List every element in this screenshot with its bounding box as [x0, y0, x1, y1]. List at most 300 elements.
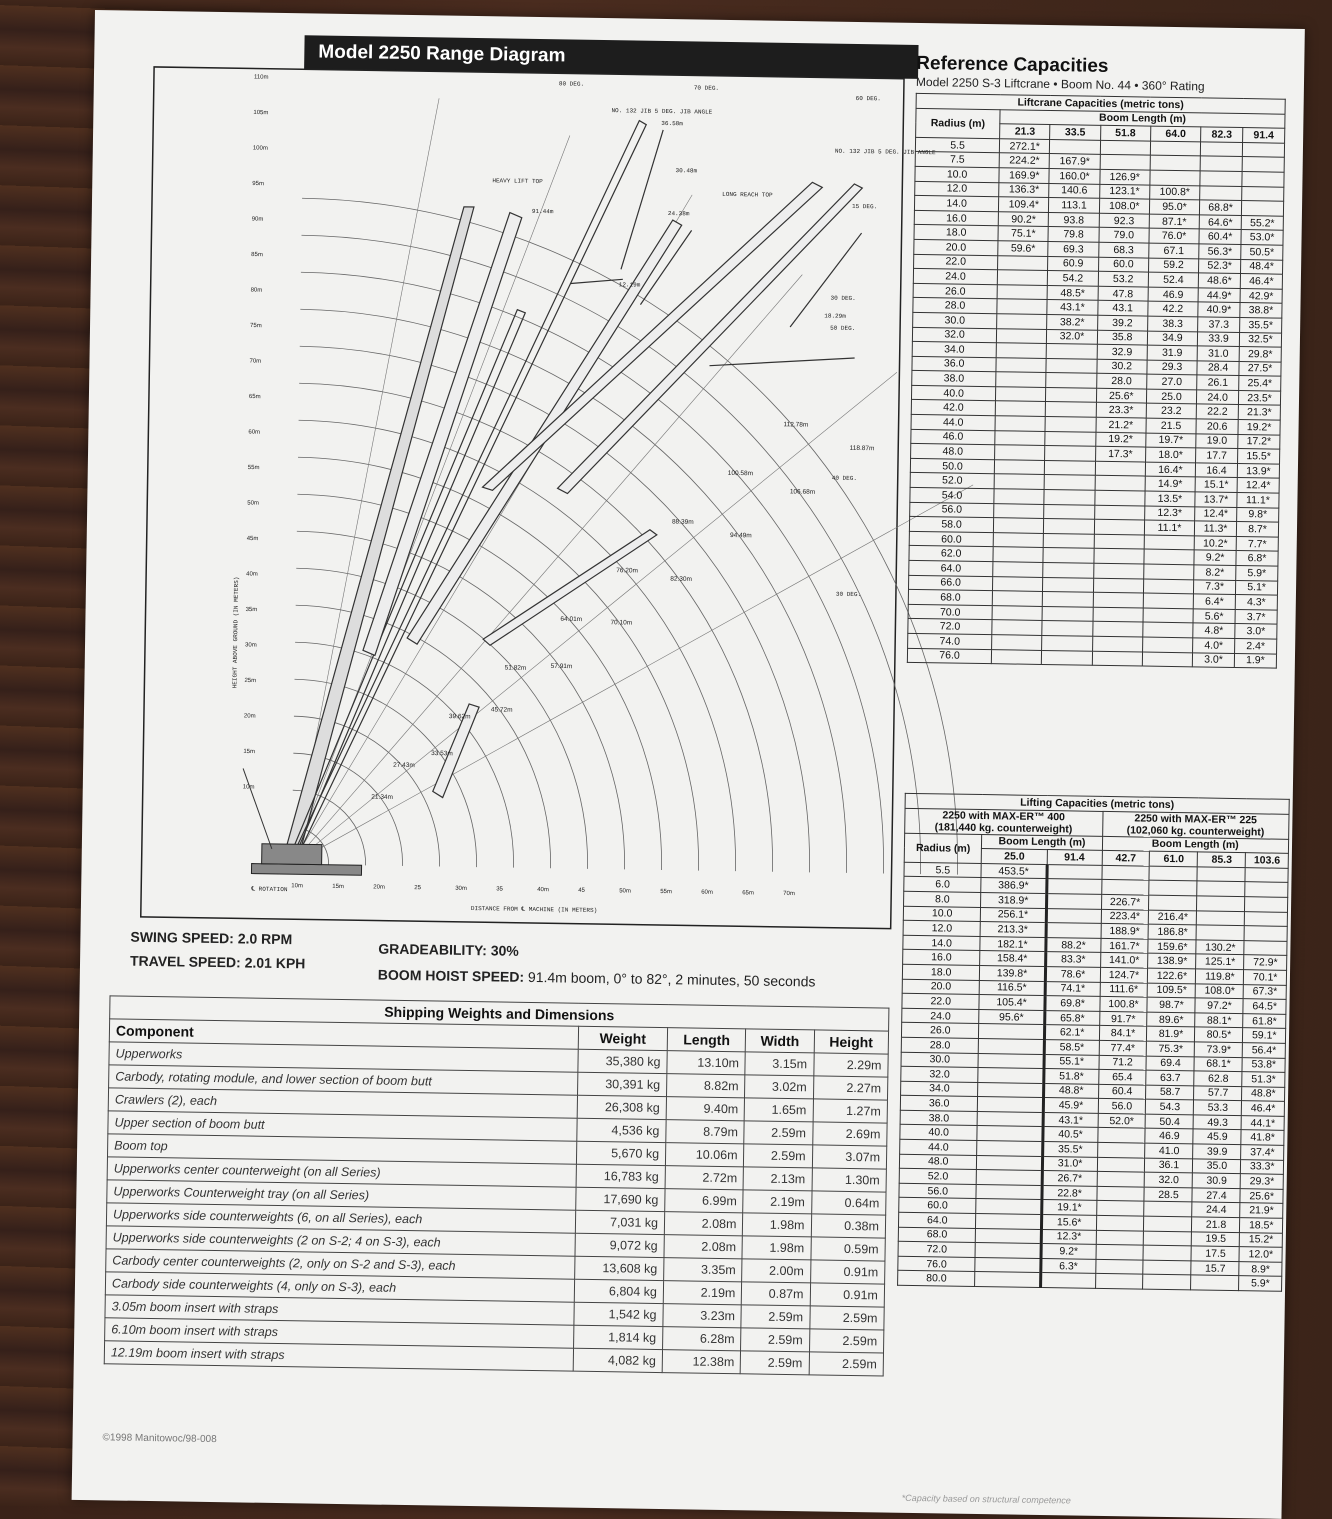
y-tick-label: 90m [251, 216, 264, 223]
capacity-cell [1149, 881, 1197, 896]
y-tick-label: 70m [249, 358, 262, 365]
x-tick-label: 15m [332, 883, 344, 891]
radius-cell: 34.0 [912, 341, 996, 357]
capacity-cell: 27.4 [1192, 1188, 1240, 1203]
capacity-cell: 256.1* [981, 907, 1046, 923]
capacity-cell [994, 460, 1044, 475]
capacity-cell: 58.5* [1044, 1039, 1099, 1054]
capacity-cell [1044, 475, 1094, 490]
capacity-cell: 88.2* [1046, 937, 1101, 952]
capacity-cell: 224.2* [999, 153, 1049, 168]
capacity-cell: 52.3* [1199, 258, 1241, 273]
capacity-cell: 7.3* [1194, 579, 1236, 594]
x-tick-label: 50m [619, 888, 631, 895]
component-cell: 3.05m boom insert with straps [105, 1295, 574, 1325]
capacity-cell: 13.7* [1195, 492, 1237, 507]
capacity-cell [1092, 636, 1142, 651]
lifting-boom-length-col: 61.0 [1150, 851, 1198, 866]
capacity-cell: 13.5* [1145, 491, 1195, 506]
shipping-header: Length [667, 1028, 746, 1052]
dimension-cell: 2.59m [741, 1305, 809, 1329]
dimension-cell: 0.87m [742, 1282, 810, 1306]
annotation-60deg: 60 DEG. [855, 94, 881, 103]
y-tick-label: 30m [244, 642, 257, 649]
capacity-cell: 91.7* [1099, 1011, 1147, 1026]
annotation-50deg: 50 DEG. [830, 324, 856, 332]
capacity-cell [1046, 373, 1096, 388]
capacity-cell: 46.9 [1148, 287, 1198, 302]
radius-cell: 20.0 [902, 979, 980, 995]
capacity-cell: 38.3 [1147, 316, 1197, 331]
capacity-cell [1143, 1260, 1191, 1275]
capacity-cell: 159.6* [1148, 939, 1196, 954]
capacity-cell: 182.1* [980, 936, 1045, 952]
capacity-cell [976, 1199, 1041, 1215]
capacity-cell: 8.7* [1236, 522, 1278, 537]
capacity-cell: 116.5* [980, 980, 1045, 996]
capacity-cell: 15.5* [1238, 449, 1280, 464]
y-tick-label: 40m [246, 571, 258, 578]
arc-radius-label: 57.91m [550, 662, 573, 671]
radius-cell: 66.0 [908, 575, 992, 591]
capacity-cell: 78.6* [1045, 966, 1100, 981]
capacity-cell [1050, 139, 1100, 154]
capacity-cell [978, 1068, 1043, 1084]
capacity-cell [1047, 864, 1102, 879]
capacity-cell: 9.2* [1041, 1244, 1096, 1259]
capacity-cell [995, 401, 1045, 416]
capacity-cell: 67.3* [1244, 984, 1287, 999]
max-er-400-counterweight: (181,440 kg. counterweight) [934, 820, 1073, 836]
capacity-cell [1197, 867, 1245, 882]
machine-specs [129, 928, 891, 990]
capacity-cell: 140.6 [1049, 183, 1099, 198]
radius-cell: 56.0 [910, 502, 994, 518]
footnote: *Capacity based on structural competence [901, 1492, 1071, 1506]
capacity-cell [1245, 911, 1288, 926]
capacity-cell: 21.8 [1192, 1217, 1240, 1232]
dimension-cell: 0.38m [811, 1214, 886, 1238]
boom-length-col: 33.5 [1050, 125, 1100, 140]
capacity-cell: 53.8* [1242, 1057, 1285, 1072]
radius-cell: 10.0 [915, 166, 999, 182]
capacity-cell [1245, 897, 1288, 912]
max-er-225-counterweight: (102,060 kg. counterweight) [1126, 823, 1265, 839]
capacity-cell: 12.4* [1195, 506, 1237, 521]
capacity-cell [1144, 1202, 1192, 1217]
annotation-30-48m: 30.48m [675, 167, 698, 175]
capacity-cell: 141.0* [1100, 953, 1148, 968]
capacity-cell [978, 1082, 1043, 1098]
capacity-cell: 6.3* [1040, 1258, 1095, 1273]
capacity-cell: 60.4* [1199, 229, 1241, 244]
radius-cell: 30.0 [913, 312, 997, 328]
capacity-cell [1143, 622, 1193, 637]
radius-cell: 38.0 [912, 371, 996, 387]
capacity-cell: 46.9 [1145, 1129, 1193, 1144]
capacity-cell: 40.5* [1043, 1127, 1098, 1142]
capacity-cell [1093, 578, 1143, 593]
capacity-cell [979, 1038, 1044, 1054]
capacity-cell: 67.1 [1149, 243, 1199, 258]
capacity-cell: 31.0 [1197, 346, 1239, 361]
capacity-cell: 60.0 [1098, 257, 1148, 272]
capacity-cell: 95.6* [979, 1009, 1044, 1025]
capacity-cell: 216.4* [1149, 910, 1197, 925]
boom-length-col: 91.4 [1243, 128, 1285, 143]
capacity-cell: 54.3 [1146, 1099, 1194, 1114]
annotation-30deg-b: 30 DEG. [835, 590, 862, 599]
component-cell: 6.10m boom insert with straps [105, 1318, 574, 1348]
capacity-cell: 108.0* [1099, 198, 1149, 213]
component-cell: Carbody, rotating module, and lower section of boom butt [109, 1065, 578, 1095]
radius-cell: 14.0 [914, 196, 998, 212]
capacity-cell: 3.0* [1235, 624, 1277, 639]
y-tick-label: 110m [253, 74, 269, 81]
capacity-cell [994, 518, 1044, 533]
x-tick-label: 30m [455, 885, 467, 892]
capacity-cell: 19.2* [1238, 420, 1280, 435]
capacity-cell: 48.8* [1242, 1086, 1285, 1101]
annotation-80deg: 80 DEG. [558, 80, 585, 88]
boom-length-header: Boom Length (m) [1000, 109, 1285, 128]
capacity-cell: 60.4 [1098, 1084, 1146, 1099]
capacity-cell: 5.9* [1239, 1276, 1282, 1291]
capacity-cell [1142, 652, 1192, 667]
y-tick-label: 10m [242, 784, 255, 791]
capacity-cell [1197, 910, 1245, 925]
capacity-cell: 64.5* [1243, 999, 1286, 1014]
radius-cell: 64.0 [898, 1212, 976, 1228]
radius-header: Radius (m) [916, 108, 1001, 139]
capacity-cell [995, 416, 1045, 431]
dimension-cell: 0.64m [811, 1191, 886, 1215]
capacity-cell [992, 635, 1042, 650]
capacity-cell [1242, 186, 1284, 201]
dimension-cell: 1.30m [812, 1168, 887, 1192]
radius-cell: 76.0 [907, 648, 991, 664]
capacity-cell: 38.2* [1047, 314, 1097, 329]
capacity-cell [1144, 1231, 1192, 1246]
dimension-cell: 2.59m [741, 1328, 809, 1352]
capacity-cell: 25.0 [1146, 389, 1196, 404]
max-er-400-label: 2250 with MAX-ER™ 400 [942, 809, 1066, 823]
capacity-cell: 161.7* [1100, 938, 1148, 953]
radius-cell: 48.0 [899, 1154, 977, 1170]
capacity-cell [1144, 564, 1194, 579]
radius-cell: 36.0 [900, 1096, 978, 1112]
liftcrane-table-title: Liftcrane Capacities (metric tons) [916, 93, 1285, 113]
radius-cell: 60.0 [899, 1198, 977, 1214]
capacity-cell: 31.0* [1042, 1156, 1097, 1171]
capacity-cell: 87.1* [1149, 214, 1199, 229]
capacity-cell: 36.1 [1145, 1158, 1193, 1173]
capacity-cell: 108.0* [1196, 983, 1244, 998]
capacity-cell [977, 1155, 1042, 1171]
capacity-cell: 17.7 [1196, 448, 1238, 463]
max-er-225-header [1102, 811, 1289, 839]
capacity-cell [1047, 344, 1097, 359]
radius-cell: 24.0 [913, 269, 997, 285]
capacity-cell: 46.4* [1242, 1101, 1285, 1116]
capacity-cell: 23.5* [1238, 390, 1280, 405]
capacity-cell: 109.5* [1148, 983, 1196, 998]
dimension-cell: 2.08m [664, 1235, 743, 1259]
dimension-cell: 1,814 kg [573, 1325, 663, 1349]
capacity-cell [1097, 1128, 1145, 1143]
capacity-cell [1144, 549, 1194, 564]
radius-cell: 14.0 [903, 935, 981, 951]
capacity-cell [1044, 519, 1094, 534]
capacity-cell: 43.1* [1043, 1112, 1098, 1127]
capacity-cell: 27.0 [1147, 374, 1197, 389]
capacity-cell [1096, 1186, 1144, 1201]
dimension-cell: 2.27m [813, 1076, 888, 1100]
capacity-cell: 15.1* [1195, 477, 1237, 492]
arc-radius-label: 76.20m [616, 567, 638, 575]
capacity-cell: 10.2* [1194, 536, 1236, 551]
dimension-cell: 13.10m [667, 1051, 746, 1075]
capacity-cell: 42.9* [1240, 288, 1282, 303]
lifting-boom-header-1: Boom Length (m) [982, 834, 1102, 850]
boom-angle-ray [292, 474, 974, 875]
annotation-24-38m: 24.38m [667, 210, 690, 218]
capacity-cell: 41.8* [1241, 1130, 1284, 1145]
capacity-cell: 62.8 [1194, 1071, 1242, 1086]
capacity-cell: 90.2* [998, 211, 1048, 226]
radius-cell: 10.0 [903, 906, 981, 922]
boom-length-col: 51.8 [1100, 125, 1150, 140]
capacity-cell: 167.9* [1050, 154, 1100, 169]
y-tick-label: 60m [248, 429, 261, 436]
radius-cell: 18.0 [914, 225, 998, 241]
capacity-cell: 18.5* [1240, 1218, 1283, 1233]
annotation-jib-5: NO. 132 JIB 5 DEG. JIB ANGLE [611, 107, 713, 116]
radius-cell: 48.0 [911, 444, 995, 460]
radius-cell: 16.0 [914, 210, 998, 226]
capacity-cell [1242, 157, 1284, 172]
capacity-cell [1200, 171, 1242, 186]
capacity-cell: 19.7* [1146, 433, 1196, 448]
capacity-cell: 45.9* [1043, 1098, 1098, 1113]
capacity-cell: 19.0 [1196, 434, 1238, 449]
dimension-cell: 1,542 kg [574, 1302, 664, 1326]
radius-cell: 24.0 [902, 1008, 980, 1024]
reference-capacities [907, 53, 1287, 669]
capacity-cell: 35.8 [1097, 330, 1147, 345]
dimension-cell: 2.69m [812, 1122, 887, 1146]
arc-radius-label: 21.34m [371, 793, 394, 801]
lifting-boom-length-col: 42.7 [1102, 851, 1150, 866]
capacity-cell: 160.0* [1049, 168, 1099, 183]
capacity-cell [1101, 865, 1149, 880]
capacity-cell [992, 591, 1042, 606]
capacity-cell [1143, 1275, 1191, 1290]
capacity-cell: 60.9 [1048, 256, 1098, 271]
dimension-cell: 10.06m [665, 1143, 744, 1167]
lifting-capacities-table [897, 793, 1290, 1292]
component-cell: Upperworks center counterweight (on all Series) [107, 1157, 576, 1187]
capacity-cell [1101, 880, 1149, 895]
capacity-cell [1100, 155, 1150, 170]
capacity-cell [1241, 201, 1283, 216]
capacity-cell: 25.6* [1096, 388, 1146, 403]
capacity-cell: 11.1* [1237, 493, 1279, 508]
radius-cell: 32.0 [912, 327, 996, 343]
capacity-cell: 53.3 [1194, 1100, 1242, 1115]
dimension-cell: 2.59m [744, 1121, 812, 1145]
capacity-cell: 15.2* [1240, 1232, 1283, 1247]
capacity-cell [1150, 170, 1200, 185]
dimension-cell: 13,608 kg [574, 1256, 664, 1280]
capacity-cell: 5.9* [1236, 565, 1278, 580]
capacity-cell [1200, 142, 1242, 157]
capacity-cell: 37.4* [1241, 1145, 1284, 1160]
capacity-cell [991, 649, 1041, 664]
capacity-cell [1045, 431, 1095, 446]
radius-cell: 40.0 [900, 1125, 978, 1141]
capacity-cell [1200, 185, 1242, 200]
capacity-cell: 30.2 [1097, 359, 1147, 374]
component-cell: Carbody center counterweights (2, only on S-2 and S-3), each [106, 1249, 575, 1279]
capacity-cell: 113.1 [1049, 198, 1099, 213]
lifting-radius-header: Radius (m) [904, 833, 982, 863]
dimension-cell: 1.98m [743, 1213, 811, 1237]
annotation-12-19m: 12.19m [618, 281, 641, 289]
capacity-cell [1044, 504, 1094, 519]
capacity-cell [1097, 1157, 1145, 1172]
capacity-cell: 23.2 [1146, 404, 1196, 419]
annotation-30deg: 30 DEG. [830, 294, 856, 302]
capacity-cell [1042, 635, 1092, 650]
capacity-cell: 26.1 [1197, 375, 1239, 390]
capacity-cell [1096, 1201, 1144, 1216]
capacity-cell [1046, 923, 1101, 938]
range-diagram [141, 67, 936, 929]
dimension-cell: 3.23m [663, 1304, 742, 1328]
capacity-cell: 30.9 [1193, 1173, 1241, 1188]
capacity-cell: 56.0 [1098, 1099, 1146, 1114]
y-tick-label: 35m [245, 606, 258, 614]
capacity-cell: 25.6* [1240, 1188, 1283, 1203]
dimension-cell: 6,804 kg [574, 1279, 664, 1303]
capacity-cell: 72.9* [1244, 955, 1287, 970]
capacity-cell: 46.4* [1240, 274, 1282, 289]
x-tick-label: 55m [660, 888, 672, 896]
arc-radius-label: 27.43m [393, 761, 415, 770]
capacity-cell: 169.9* [999, 168, 1049, 183]
capacity-cell [997, 299, 1047, 314]
capacity-cell: 16.4 [1195, 463, 1237, 478]
max-er-225-label: 2250 with MAX-ER™ 225 [1134, 812, 1258, 826]
capacity-cell: 56.4* [1243, 1043, 1286, 1058]
capacity-cell: 3.0* [1192, 652, 1234, 667]
y-tick-label: 95m [252, 180, 265, 188]
capacity-cell [1096, 1230, 1144, 1245]
dimension-cell: 8.82m [667, 1074, 746, 1098]
shipping-header: Width [746, 1029, 814, 1053]
capacity-cell: 48.5* [1047, 285, 1097, 300]
capacity-cell [1095, 1259, 1143, 1274]
capacity-cell: 130.2* [1196, 940, 1244, 955]
capacity-cell [996, 357, 1046, 372]
capacity-cell [996, 372, 1046, 387]
capacity-cell: 28.5 [1144, 1187, 1192, 1202]
dimension-cell: 2.59m [744, 1144, 812, 1168]
dimension-cell: 4,082 kg [573, 1348, 663, 1372]
capacity-cell [976, 1214, 1041, 1230]
capacity-cell: 73.9* [1195, 1042, 1243, 1057]
radius-cell: 72.0 [898, 1241, 976, 1257]
capacity-cell [992, 605, 1042, 620]
capacity-cell [1094, 505, 1144, 520]
capacity-cell: 186.8* [1149, 924, 1197, 939]
capacity-cell [1043, 548, 1093, 563]
radius-cell: 22.0 [914, 254, 998, 270]
radius-cell: 20.0 [914, 239, 998, 255]
dimension-cell: 2.59m [741, 1351, 809, 1375]
travel-speed: TRAVEL SPEED: 2.01 KPH [129, 952, 306, 972]
capacity-cell: 21.9* [1240, 1203, 1283, 1218]
y-tick-label: 85m [251, 251, 263, 259]
component-cell: 12.19m boom insert with straps [104, 1341, 573, 1371]
capacity-cell [1092, 651, 1142, 666]
capacity-cell: 89.6* [1147, 1012, 1195, 1027]
radius-cell: 36.0 [912, 356, 996, 372]
dimension-cell: 2.08m [664, 1212, 743, 1236]
radius-cell: 28.0 [901, 1037, 979, 1053]
arc-radius-label: 112.78m [783, 421, 809, 429]
capacity-cell: 19.5 [1192, 1232, 1240, 1247]
dimension-cell: 3.02m [745, 1075, 813, 1099]
capacity-cell: 68.3 [1098, 242, 1148, 257]
capacity-cell: 69.3 [1048, 241, 1098, 256]
capacity-cell: 59.6* [998, 241, 1048, 256]
capacity-cell: 11.1* [1144, 520, 1194, 535]
capacity-cell: 28.0 [1096, 374, 1146, 389]
capacity-cell: 71.2 [1098, 1055, 1146, 1070]
capacity-cell: 109.4* [999, 197, 1049, 212]
capacity-cell: 43.1* [1047, 300, 1097, 315]
capacity-cell [1242, 172, 1284, 187]
lifting-boom-length-col: 91.4 [1047, 850, 1102, 865]
y-tick-label: 20m [243, 713, 256, 720]
capacity-cell: 52.0* [1098, 1113, 1146, 1128]
capacity-cell: 122.6* [1148, 968, 1196, 983]
capacity-cell: 79.8 [1048, 227, 1098, 242]
capacity-cell [1144, 1216, 1192, 1231]
capacity-cell: 88.1* [1195, 1013, 1243, 1028]
x-tick-label: 70m [783, 890, 795, 898]
capacity-cell: 69.4 [1146, 1056, 1194, 1071]
capacity-cell [975, 1272, 1040, 1288]
capacity-cell [1046, 908, 1101, 923]
capacity-cell: 4.3* [1235, 595, 1277, 610]
capacity-cell [1094, 534, 1144, 549]
capacity-cell: 50.5* [1241, 244, 1283, 259]
dimension-cell: 0.91m [810, 1283, 885, 1307]
capacity-cell: 2.4* [1235, 638, 1277, 653]
arc-radius-label: 33.53m [431, 750, 453, 758]
component-cell: Upperworks Counterweight tray (on all Series) [107, 1180, 576, 1210]
x-tick-label: 65m [742, 890, 754, 897]
x-tick-label: 10m [291, 883, 303, 890]
capacity-cell: 69.8* [1045, 996, 1100, 1011]
capacity-cell [1044, 490, 1094, 505]
dimension-cell: 8.79m [666, 1120, 745, 1144]
radius-cell: 26.0 [913, 283, 997, 299]
capacity-cell: 55.2* [1241, 215, 1283, 230]
